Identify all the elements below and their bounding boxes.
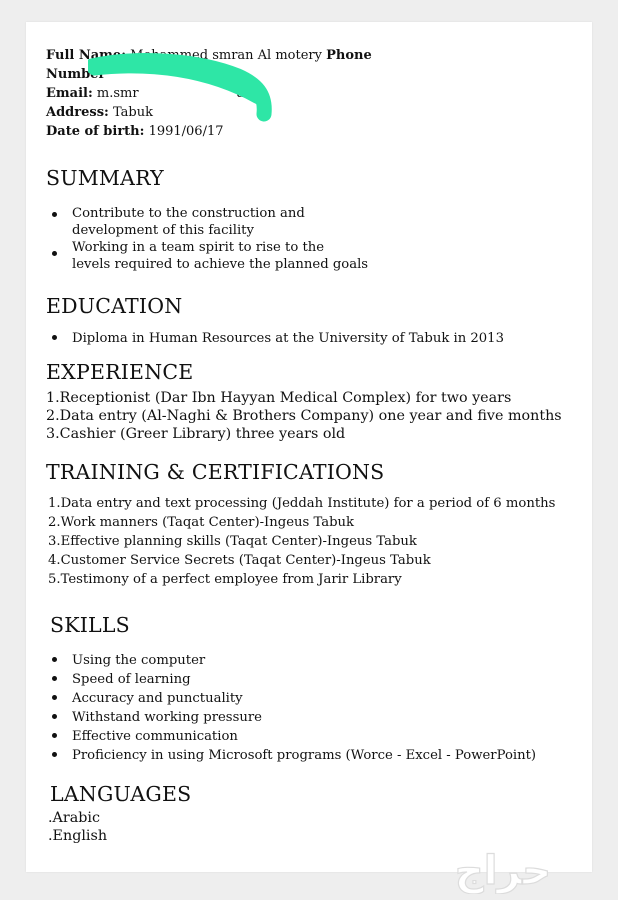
bullet-icon xyxy=(52,714,57,719)
language-item: .English xyxy=(48,828,108,844)
bullet-icon xyxy=(52,335,57,340)
email-label: Email: xyxy=(46,86,93,101)
bullet-icon xyxy=(52,212,57,217)
training-heading: TRAINING & CERTIFICATIONS xyxy=(46,460,385,484)
training-item: 1.Data entry and text processing (Jeddah Institute) for a period of 6 months xyxy=(48,496,556,511)
dob-value: 1991/06/17 xyxy=(148,124,224,139)
bullet-icon xyxy=(52,733,57,738)
education-heading: EDUCATION xyxy=(46,294,183,318)
redaction-scribble-icon xyxy=(88,52,278,124)
experience-item: 1.Receptionist (Dar Ibn Hayyan Medical Complex) for two years xyxy=(46,390,512,406)
experience-item: 2.Data entry (Al-Naghi & Brothers Company) one year and five months xyxy=(46,408,562,424)
phone-label: Phone xyxy=(326,48,372,63)
bullet-icon xyxy=(52,752,57,757)
training-item: 3.Effective planning skills (Taqat Center)-Ingeus Tabuk xyxy=(48,534,417,549)
dob-label: Date of birth: xyxy=(46,124,145,139)
experience-heading: EXPERIENCE xyxy=(46,360,194,384)
watermark-text: حراج xyxy=(454,848,552,894)
experience-item: 3.Cashier (Greer Library) three years old xyxy=(46,426,346,442)
full-name-label: Full Name: xyxy=(46,48,126,63)
email-value: m.smr xyxy=(96,86,139,101)
full-name-value: Mohammed smran Al motery xyxy=(130,48,322,63)
address-value: Tabuk xyxy=(112,105,153,120)
bullet-icon xyxy=(52,676,57,681)
bullet-icon xyxy=(52,657,57,662)
address-label: Address: xyxy=(46,105,109,120)
skills-heading: SKILLS xyxy=(50,613,130,637)
bullet-icon xyxy=(52,251,57,256)
language-item: .Arabic xyxy=(48,810,100,826)
training-item: 5.Testimony of a perfect employee from Jarir Library xyxy=(48,572,402,587)
email-value-tail: a xyxy=(236,86,245,101)
summary-heading: SUMMARY xyxy=(46,166,164,190)
bullet-icon xyxy=(52,695,57,700)
number-label: Number xyxy=(46,67,106,82)
haraj-logo-icon xyxy=(392,848,614,894)
dob-line xyxy=(46,122,224,141)
training-item: 4.Customer Service Secrets (Taqat Center)-Ingeus Tabuk xyxy=(48,553,431,568)
resume-page: Full Name: Mohammed smran Al motery Phone Number Email: m.smr a Address: Tabuk Date of birth: 1991/06/17 SUMMARY Contribute to the construction and development of this facility Working in a team spirit to rise to the levels required to achieve the planned goals EDUCATION Diploma in Human Resources at the University of Tabuk in 2013 EXPERIENCE 1.Receptionist (Dar Ibn Hayyan Medical Complex) for two years 2.Data entry (Al-Naghi & Brothers Company) one year and five months 3.Cashier (Greer Library) three years old TRAINING & CERTIFICATIONS 1.Data entry and text processing (Jeddah Institute) for a period of 6 months 2.Work manners (Taqat Center)-Ingeus Tabuk 3.Effective planning skills (Taqat Center)-Ingeus Tabuk 4.Customer Service Secrets (Taqat Center)-Ingeus Tabuk 5.Testimony of a perfect employee from Jarir Library SKILLS Using the computer Speed of learning Accuracy and punctuality Withstand working pressure Effective communication Proficiency in using Microsoft programs (Worce - Excel - PowerPoint) LANGUAGES .Arabic .English xyxy=(26,22,592,872)
training-item: 2.Work manners (Taqat Center)-Ingeus Tabuk xyxy=(48,515,355,530)
languages-heading: LANGUAGES xyxy=(50,782,192,806)
